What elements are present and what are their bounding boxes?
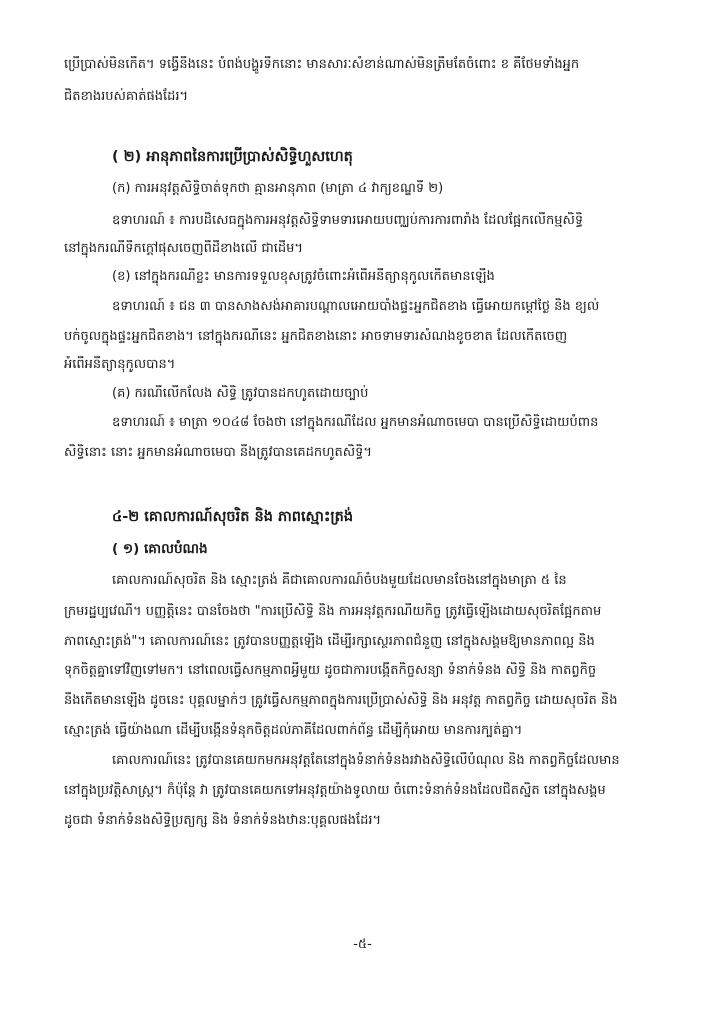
paragraph-line: ស្មោះត្រង់ ធ្វើយ៉ាងណា ដើម្បីបង្កើនទំនុកចិត្តដល់ភាគីដែលពាក់ព័ន្ធ ដើម្បីកុំអោយ មានការក្បត់គ្នា។	[64, 723, 523, 738]
paragraph-line: ដូចជា ទំនាក់ទំនងសិទ្ធិប្រត្យក្ស និង ទំនាក់ទំនងឋានៈបុគ្គលផងដែរ។	[64, 813, 382, 828]
subsection-heading: ( ១) គោលបំណង	[112, 541, 208, 557]
paragraph-line: ឧទាហរណ៍ ៖ ជន ៣ បានសាងសង់អាគារបណ្តាលអោយបាំងផ្ទះអ្នកជិតខាង ធ្វើអោយកម្តៅថ្ងៃ និង ខ្យល់	[112, 299, 600, 314]
paragraph-line: ភាពស្មោះត្រង់"។ គោលការណ៍នេះ ត្រូវបានបញ្ញត្តឡើង ដើម្បីរក្សាស្ថេរភាពជំនួញ នៅក្នុងសង្គមឱ្យមានភាពល្អ និង	[64, 634, 595, 649]
paragraph-line: នៅក្នុងករណីទឹកក្តៅផុសចេញពីដីខាងលើ ជាដើម។	[64, 241, 303, 256]
chapter-heading: ៤-២ គោលការណ៍សុចរិត និង ភាពស្មោះត្រង់	[112, 509, 354, 525]
section-heading: ( ២) អានុភាពនៃការប្រើប្រាស់សិទ្ធិហួសហេតុ	[112, 149, 353, 165]
paragraph-line: (ក) ការអនុវត្តសិទ្ធិចាត់ទុកថា គ្មានអានុភាព (មាត្រា ៤ វាក្យខណ្ឌទី ២)	[112, 181, 444, 196]
paragraph-line: អំពើអនីត្យានុកូលបាន។	[64, 357, 176, 372]
paragraph-line: គោលការណ៍សុចរិត និង ស្មោះត្រង់ គឺជាគោលការណ៍ចំបងមួយដែលមានចែងនៅក្នុងមាត្រា ៥ នៃ	[112, 573, 567, 588]
paragraph-line: ឧទាហរណ៍ ៖ មាត្រា ១០៤៨ ចែងថា នៅក្នុងករណីដែល អ្នកមានអំណាចមេបា បានប្រើសិទ្ធិដោយបំពាន	[112, 415, 599, 430]
paragraph-line: សិទ្ធិនោះ នោះ អ្នកមានអំណាចមេបា នឹងត្រូវបានគេដកហូតសិទ្ធិ។	[64, 445, 372, 460]
paragraph-line: (ខ) នៅក្នុងករណីខ្លះ មានការទទួលខុសត្រូវចំពោះអំពើអនីត្យានុកូលកើតមានឡើង	[112, 269, 495, 284]
paragraph-line: បក់ចូលក្នុងផ្ទះអ្នកជិតខាង។ នៅក្នុងករណីនេះ អ្នកជិតខាងនោះ អាចទាមទារសំណងខូចខាត ដែលកើតចេញ	[64, 329, 568, 344]
paragraph-line: ប្រើប្រាស់មិនកើត។ ទង្វើនឹងនេះ បំពង់បង្ហូរទឹកនោះ មានសារៈសំខាន់ណាស់មិនត្រឹមតែចំពោះ ខ គឺថែមទាំងអ្នក	[64, 57, 580, 72]
page-number: -៥-	[353, 937, 372, 952]
paragraph-line: ទុកចិត្តគ្នាទៅវិញទៅមក។ នៅពេលធ្វើសកម្មភាពអ្វីមួយ ដូចជាការបង្កើតកិច្ចសន្យា ទំនាក់ទំនង សិទ្ធិ និង កាតព្វកិច្ច	[64, 663, 597, 678]
paragraph-line: ឧទាហរណ៍ ៖ ការបដិសេធក្នុងការអនុវត្តសិទ្ធិទាមទារអោយបញ្ឈប់ការការពារាំង ដែលផ្អែកលើកម្មសិទ្ធិ	[112, 213, 584, 228]
paragraph-line: នឹងកើតមានឡើង ដូចនេះ បុគ្គលម្នាក់ៗ ត្រូវធ្វើសកម្មភាពក្នុងការប្រើប្រាស់សិទ្ធិ និង អនុវត្ត កាតព្វកិច្ច ដោយសុចរិត និង	[64, 693, 618, 708]
paragraph-line: នៅក្នុងប្រវត្តិសាស្ត្រ។ ក៏ប៉ុន្តែ វា ត្រូវបានគេយកទៅអនុវត្តយ៉ាងទូលាយ ចំពោះទំនាក់ទំនងដែលជិតស្និត នៅក្នុងសង្គម	[64, 783, 606, 798]
paragraph-line: (គ) ករណីលើកលែង សិទ្ធិ ត្រូវបានដកហូតដោយច្បាប់	[112, 386, 369, 401]
paragraph-line: គោលការណ៍នេះ ត្រូវបានគេយកមកអនុវត្តតែនៅក្នុងទំនាក់ទំនងរវាងសិទ្ធិលើបំណុល និង កាតព្វកិច្ចដែលមាន	[112, 753, 620, 768]
paragraph-line: ជិតខាងរបស់គាត់ផងដែរ។	[64, 89, 189, 104]
paragraph-line: ក្រមរដ្ឋប្បវេណី។ បញ្ញត្តិនេះ បានចែងថា "ការប្រើសិទ្ធិ និង ការអនុវត្តករណីយកិច្ច ត្រូវធ្វើឡើងដោយសុចរិតផ្អែកតាម	[64, 604, 602, 619]
